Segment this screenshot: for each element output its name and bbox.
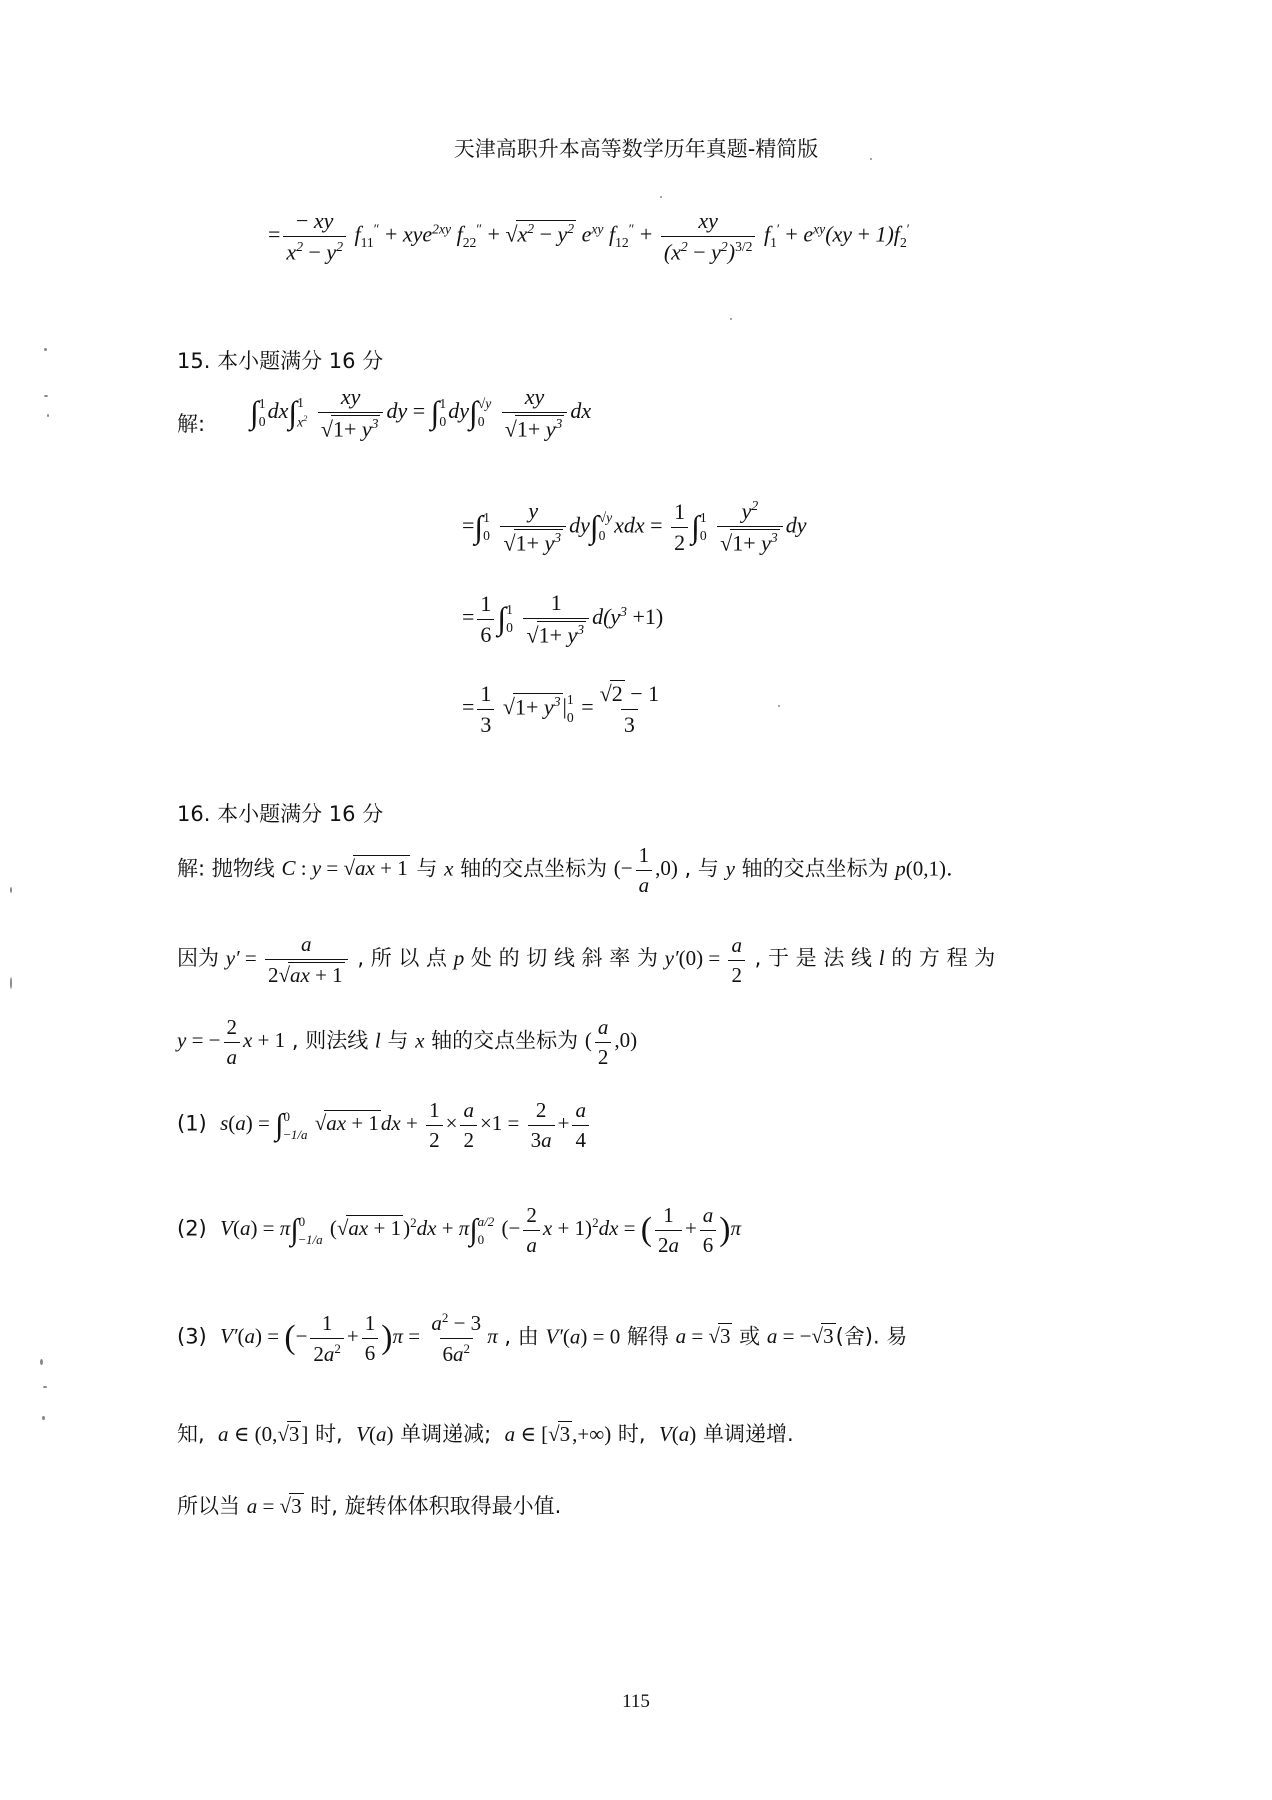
scan-speck: [778, 705, 780, 707]
scan-speck: [10, 887, 12, 893]
q16-know-e: 单调递增.: [702, 1422, 794, 1446]
q16-part3-text-a: , 由: [504, 1324, 539, 1349]
q16-line1-c: 轴的交点坐标为: [460, 856, 608, 881]
q16-conclusion-a: 所以当: [177, 1494, 240, 1518]
scan-speck: [870, 158, 872, 160]
q16-know-b: 时,: [315, 1422, 343, 1446]
q16-line1-b: 与: [416, 856, 438, 881]
scan-speck: [10, 977, 12, 989]
q16-part3: (3) V′(a) = (− $\frac{1}{2a^2}$ + $\frac{1}{6}$ )π = $\frac{a^2 - 3}{6a^2}$ π , 由 V′(a) = 0 解得 a = √3 或 a = −√3(舍). 易: [177, 1310, 908, 1366]
scan-speck: [44, 348, 47, 351]
scan-speck: [40, 1359, 43, 1365]
q16-line2: 因为 y′ = $\frac{a}{2√ax + 1}$ , 所 以 点 p 处 的 切 线 斜 率 为 y′(0) = $\frac{a}{2}$ , 于 是 法 线 l 的 方 程 为: [177, 932, 996, 987]
formula-continuation: = $\frac{- xy}{x^2 - y^2}$ $f_{11}'' + xye^{2xy}$ $f_{22}'' + √x^2 - y^2$ $e^{xy}$ $f_{12}''$ + $\frac{xy}{(x^2 - y^2)^{3/2}}$ $f_1' + e^{xy}(xy + 1)f_2'$: [268, 208, 910, 265]
q15-heading: 15. 本小题满分 16 分: [177, 349, 384, 373]
q16-line3: y = − $\frac{2}{a}$ x + 1 , 则法线 l 与 x 轴的交点坐标为 ( $\frac{a}{2}$ ,0): [177, 1015, 638, 1069]
q16-line1-d: , 与: [684, 856, 719, 881]
q16-monotonicity: 知, a ∈ (0,√3] 时, V(a) 单调递减; a ∈ [√3,+∞) 时, V(a) 单调递增.: [177, 1422, 794, 1446]
q16-conclusion: 所以当 a = √3 时, 旋转体体积取得最小值.: [177, 1494, 562, 1518]
q16-line2-c: 处 的 切 线 斜 率 为: [470, 945, 658, 970]
q16-line3-b: 与: [387, 1028, 409, 1053]
q16-line2-a: 因为: [177, 945, 219, 970]
q16-know-a: 知,: [177, 1422, 205, 1446]
q16-line1: 解: 抛物线 C : y = √ax + 1 与 x 轴的交点坐标为 (− $\frac{1}{a}$ ,0) , 与 y 轴的交点坐标为 p(0,1).: [177, 843, 953, 897]
q16-part1: (1) s(a) = ∫ 0 −1/a √ax + 1dx + $\frac{1}{2}$ × $\frac{a}{2}$ ×1 = $\frac{2}{3a}$ + $\frac{a}{4}$: [177, 1098, 592, 1153]
q16-part2: (2) V(a) = π∫ 0 −1/a $(√ax + 1)^2dx + \pi\int$ a/2 0 (− $\frac{2}{a}$ x + 1)$^2$dx = ( $\frac{1}{2a}$ + $\frac{a}{6}$ )π: [177, 1203, 741, 1257]
scan-speck: [47, 414, 49, 417]
q16-conclusion-b: 时, 旋转体体积取得最小值.: [310, 1494, 562, 1518]
q15-step1: ∫ 1 0 dx∫ 1 $x^2$ $\frac{xy}{√1+ y^3}$ dy = ∫ 1 0 dy∫ √y 0 $\frac{xy}{√1+ y^3}$ dx: [250, 384, 592, 442]
scan-speck: [42, 1416, 45, 1420]
q15-step3: = $\frac{1}{6}$ ∫ 1 0 $\frac{1}{√1+ y^3}$ $d(y^3 +1)$: [462, 590, 664, 648]
q16-answer-label: 解:: [177, 856, 206, 881]
q16-line1-e: 轴的交点坐标为: [741, 856, 889, 881]
page-header-title: 天津高职升本高等数学历年真题-精简版: [453, 137, 819, 161]
q16-know-d: 时,: [617, 1422, 646, 1446]
q16-part3-text-b: 解得: [626, 1324, 669, 1349]
q15-step2: =∫ 1 0 $\frac{y}{√1+ y^3}$ dy∫ √y 0 xdx = $\frac{1}{2}$ ∫ 1 0 $\frac{y^2}{√1+ y^3}$ dy: [462, 498, 807, 556]
scan-speck: [730, 318, 732, 320]
q16-line2-e: 的 方 程 为: [891, 945, 996, 970]
q16-line2-d: , 于 是 法 线: [754, 945, 873, 970]
q15-answer-label: 解:: [177, 412, 206, 436]
q16-heading: 16. 本小题满分 16 分: [177, 802, 384, 826]
q16-part1-label: (1): [177, 1111, 207, 1136]
q16-know-c: 单调递减;: [400, 1422, 492, 1446]
q16-part2-label: (2): [177, 1216, 207, 1241]
scan-speck: [660, 196, 662, 198]
q16-line1-a: 抛物线: [211, 856, 275, 881]
q16-part3-text-c: 或: [739, 1324, 761, 1349]
q16-line2-b: , 所 以 点: [357, 945, 448, 970]
page-number: 115: [622, 1691, 650, 1712]
q16-part3-label: (3): [177, 1324, 207, 1349]
q16-line3-a: , 则法线: [291, 1028, 369, 1053]
scan-speck: [44, 395, 48, 397]
scan-speck: [43, 1386, 47, 1388]
q16-part3-text-d: (舍). 易: [835, 1324, 908, 1349]
q15-step4: = $\frac{1}{3}$ $√1+ y^3|$ 1 0 = $\frac{√2 - 1}{3}$: [462, 680, 660, 737]
q16-line3-c: 轴的交点坐标为: [431, 1028, 579, 1053]
